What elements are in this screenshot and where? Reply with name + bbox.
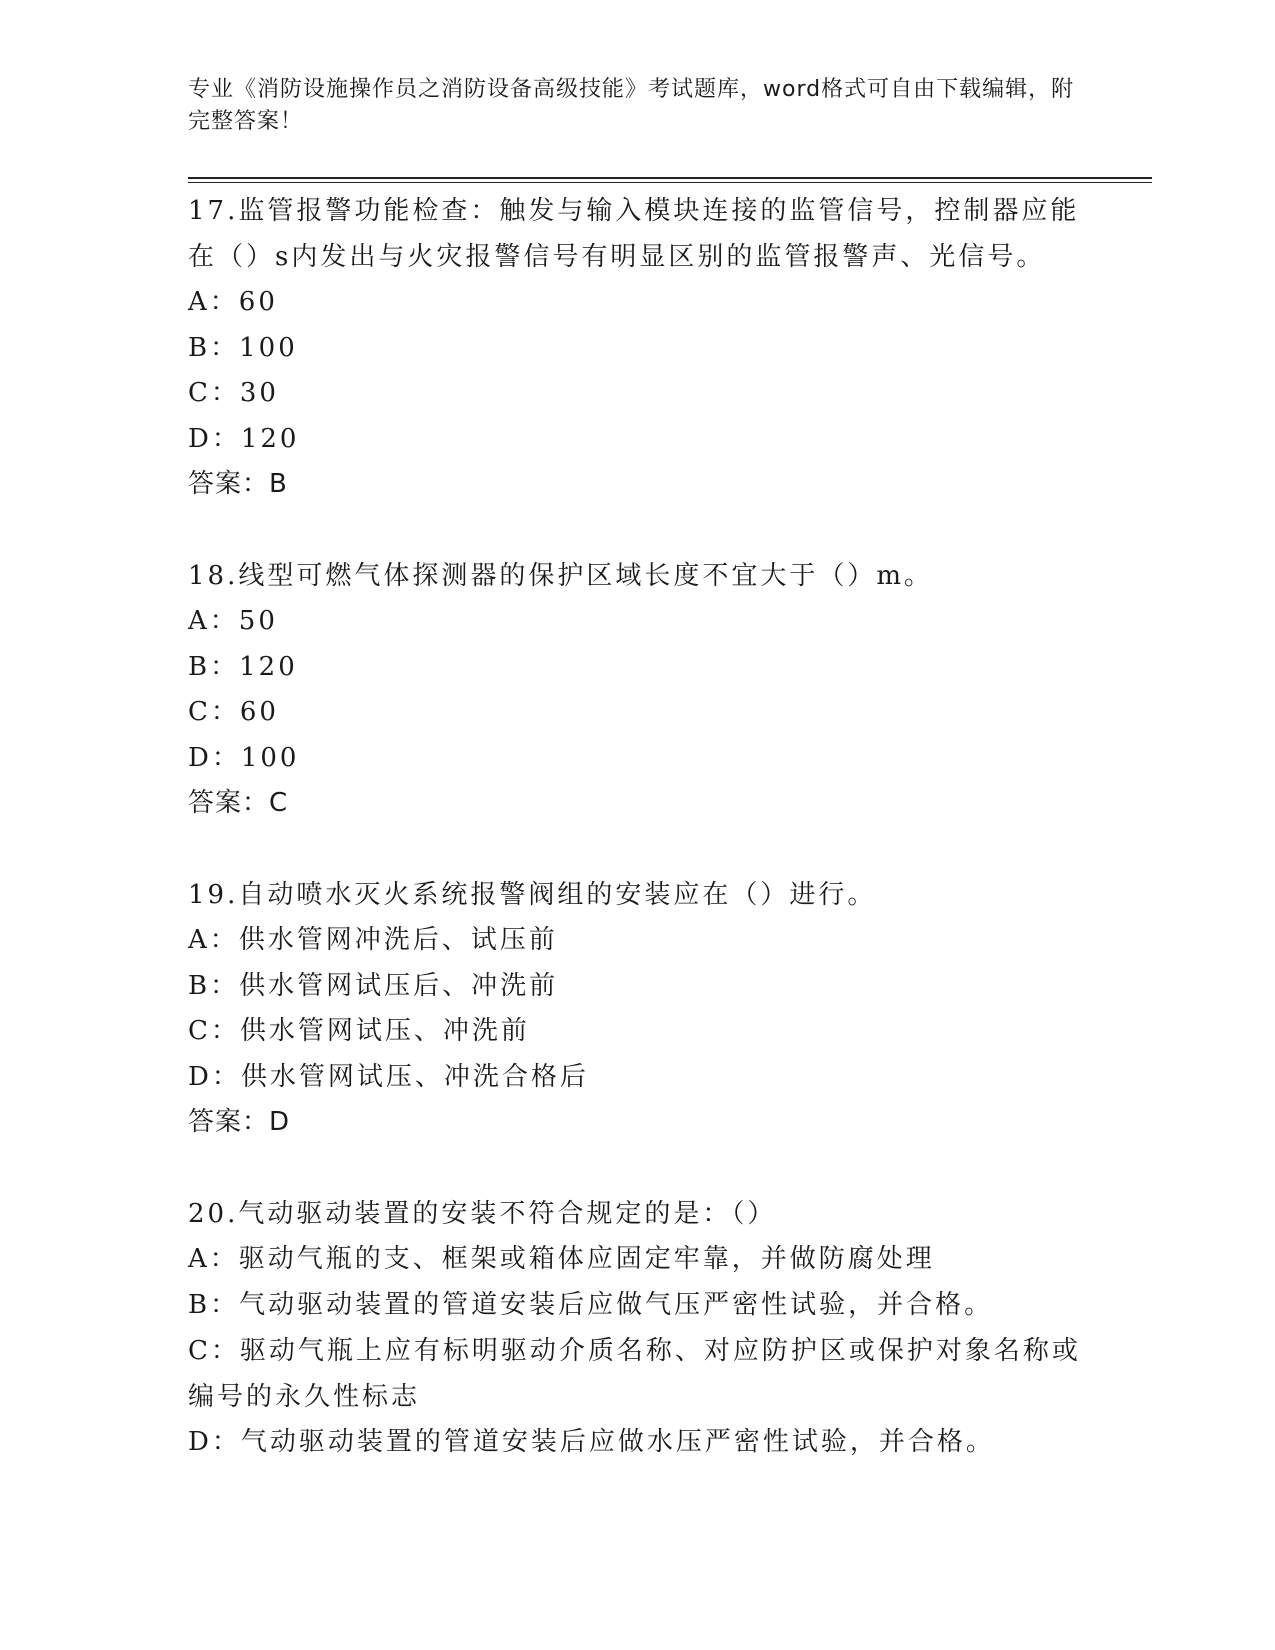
option-c: C：30: [188, 378, 279, 408]
option-a: A：50: [188, 606, 278, 636]
document-header: 专业《消防设施操作员之消防设备高级技能》考试题库，word格式可自由下载编辑，附完整答案！: [188, 77, 1075, 134]
option-c: C：60: [188, 697, 279, 727]
option-d: D：气动驱动装置的管道安装后应做水压严密性试验，并合格。: [188, 1427, 995, 1457]
answer-label: 答案：C: [188, 788, 289, 818]
question-18: [188, 553, 1088, 826]
question-stem: 19.自动喷水灭火系统报警阀组的安装应在（）进行。: [188, 880, 877, 910]
option-c: C：供水管网试压、冲洗前: [188, 1016, 530, 1046]
option-a: A：60: [188, 287, 278, 317]
header-divider-thin: [188, 182, 1152, 183]
option-d: D：100: [188, 742, 300, 773]
question-stem: 17.监管报警功能检查：触发与输入模块连接的监管信号，控制器应能在（）s内发出与火灾报警信号有明显区别的监管报警声、光信号。: [188, 196, 1080, 272]
option-d: D：120: [188, 423, 300, 454]
option-c: C：驱动气瓶上应有标明驱动介质名称、对应防护区或保护对象名称或编号的永久性标志: [188, 1336, 1081, 1412]
option-b: B：供水管网试压后、冲洗前: [188, 970, 559, 1001]
option-a: A：驱动气瓶的支、框架或箱体应固定牢靠，并做防腐处理: [188, 1244, 935, 1274]
header-divider: [188, 177, 1152, 179]
option-b: B：120: [188, 651, 298, 682]
option-a: A：供水管网冲洗后、试压前: [188, 925, 558, 955]
option-b: B：100: [188, 332, 298, 363]
option-d: D：供水管网试压、冲洗合格后: [188, 1061, 589, 1092]
question-20: [188, 1191, 1088, 1466]
option-b: B：气动驱动装置的管道安装后应做气压严密性试验，并合格。: [188, 1289, 994, 1320]
question-list: [188, 188, 1088, 1512]
question-stem: 20.气动驱动装置的安装不符合规定的是：（）: [188, 1199, 777, 1229]
question-19: [188, 872, 1088, 1145]
question-17: [188, 188, 1088, 507]
answer-label: 答案：D: [188, 1107, 291, 1137]
answer-label: 答案：B: [188, 469, 288, 499]
question-stem: 18.线型可燃气体探测器的保护区域长度不宜大于（）m。: [188, 561, 934, 591]
